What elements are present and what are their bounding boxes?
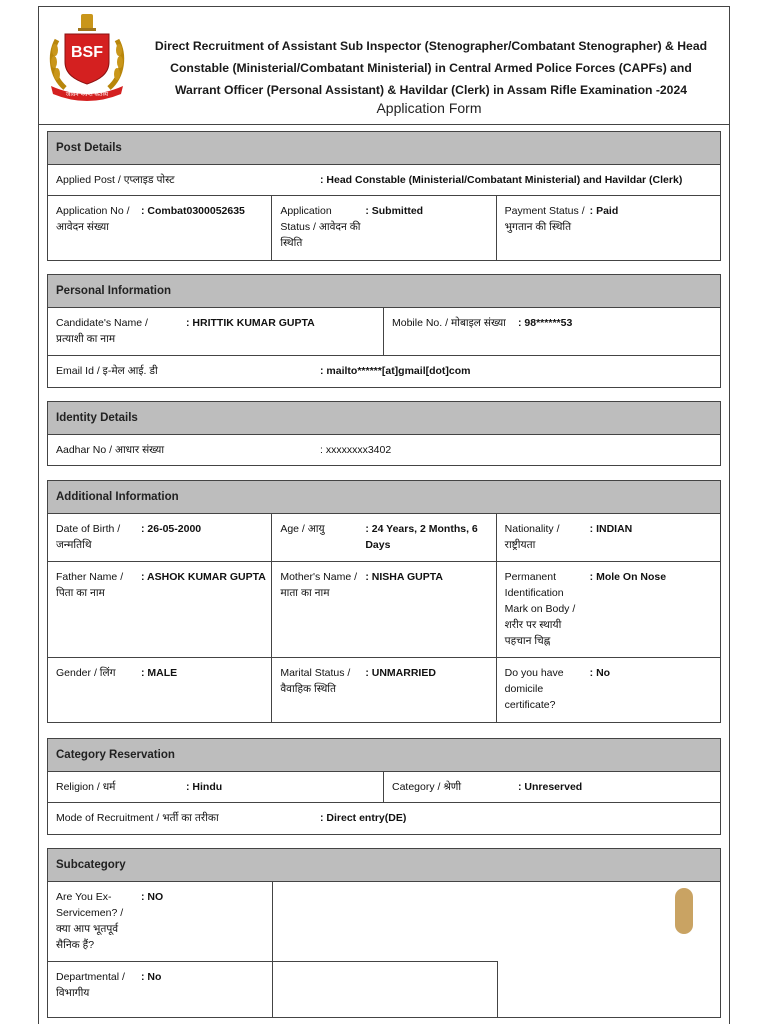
application-form: [38, 6, 730, 1024]
identification-mark-label: Permanent Identification Mark on Body / शरीर पर स्थायी पहचान चिह्न: [504, 571, 576, 647]
applied-post-cell: [48, 165, 720, 195]
applied-post-label: Applied Post / एप्लाइड पोस्ट: [56, 174, 175, 186]
section-heading: Post Details: [48, 132, 720, 165]
age-value: : 24 Years, 2 Months, 6 Days: [365, 523, 478, 551]
form-subtitle: Application Form: [376, 100, 482, 116]
mobile-label: Mobile No. / मोबाइल संख्या: [392, 317, 506, 329]
identification-mark-value: : Mole On Nose: [589, 571, 667, 583]
application-status-cell: [272, 196, 496, 260]
table-row: [48, 435, 720, 465]
ex-servicemen-cell: [48, 882, 273, 962]
dob-cell: [48, 514, 272, 561]
mother-name-value: : NISHA GUPTA: [365, 571, 443, 583]
marital-status-label: Marital Status / वैवाहिक स्थिति: [280, 667, 351, 695]
table-row: [48, 658, 720, 722]
post-details-section: [47, 131, 721, 261]
category-value: : Unreserved: [518, 781, 583, 793]
application-no-label: Application No / आवेदन संख्या: [56, 205, 130, 233]
domicile-value: : No: [589, 667, 611, 679]
application-status-label: Application Status / आवेदन की स्थिति: [280, 205, 361, 249]
table-row: [48, 562, 720, 658]
candidate-name-label: Candidate's Name / प्रत्याशी का नाम: [56, 317, 148, 345]
nationality-cell: [497, 514, 720, 561]
bsf-logo: [43, 10, 131, 102]
identity-details-section: [47, 401, 721, 466]
category-cell: [384, 772, 720, 802]
father-name-cell: [48, 562, 272, 657]
gender-value: : MALE: [141, 667, 178, 679]
subcategory-section: [47, 848, 721, 1018]
aadhar-cell: [48, 435, 720, 465]
section-heading: Personal Information: [48, 275, 720, 308]
table-row: [48, 308, 720, 356]
application-status-value: : Submitted: [365, 205, 424, 217]
table-row: [48, 514, 720, 562]
subcategory-body: [48, 882, 720, 1018]
additional-information-section: [47, 480, 721, 723]
dob-label: Date of Birth / जन्मतिथि: [56, 523, 121, 551]
departmental-cell: [48, 962, 273, 1018]
application-no-cell: [48, 196, 272, 260]
section-heading: Additional Information: [48, 481, 720, 514]
personal-information-section: [47, 274, 721, 388]
application-no-value: : Combat0300052635: [141, 205, 245, 217]
payment-status-label: Payment Status / भुगतान की स्थिति: [504, 205, 585, 233]
domicile-label: Do you have domicile certificate?: [504, 667, 564, 711]
marital-status-cell: [272, 658, 496, 722]
religion-cell: [48, 772, 384, 802]
table-row: [48, 356, 720, 387]
svg-text:जीवन पर्यन्त कर्तव्य: जीवन पर्यन्त कर्तव्य: [65, 91, 109, 98]
departmental-label: Departmental / विभागीय: [56, 971, 125, 999]
mobile-value: : 98******53: [518, 317, 573, 329]
candidate-name-value: : HRITTIK KUMAR GUPTA: [186, 317, 315, 329]
table-row: [48, 196, 720, 260]
mother-name-cell: [272, 562, 496, 657]
marital-status-value: : UNMARRIED: [365, 667, 436, 679]
table-row: [48, 772, 720, 803]
father-name-label: Father Name / पिता का नाम: [56, 571, 124, 599]
email-cell: [48, 356, 720, 387]
payment-status-cell: [497, 196, 720, 260]
applied-post-value: : Head Constable (Ministerial/Combatant Ministerial) and Havildar (Clerk): [320, 174, 683, 186]
age-label: Age / आयु: [280, 523, 325, 535]
gender-label: Gender / लिंग: [56, 667, 116, 679]
religion-value: : Hindu: [186, 781, 223, 793]
mobile-cell: [384, 308, 720, 355]
email-label: Email Id / इ-मेल आई. डी: [56, 365, 158, 377]
category-reservation-section: [47, 738, 721, 835]
recruitment-mode-cell: [48, 803, 720, 834]
table-row: [48, 803, 720, 834]
logo-text: BSF: [71, 44, 103, 61]
section-heading: Category Reservation: [48, 739, 720, 772]
aadhar-label: Aadhar No / आधार संख्या: [56, 444, 165, 456]
table-row: [48, 165, 720, 196]
mother-name-label: Mother's Name / माता का नाम: [280, 571, 358, 599]
identification-mark-cell: [497, 562, 720, 657]
nationality-label: Nationality / राष्ट्रीयता: [504, 523, 560, 551]
payment-status-value: : Paid: [589, 205, 619, 217]
departmental-value: : No: [141, 971, 162, 983]
father-name-value: : ASHOK KUMAR GUPTA: [141, 571, 266, 583]
recruitment-mode-value: : Direct entry(DE): [320, 812, 407, 824]
candidate-name-cell: [48, 308, 384, 355]
email-value: : mailto******[at]gmail[dot]com: [320, 365, 471, 377]
scrollbar-thumb[interactable]: [675, 888, 693, 934]
nationality-value: : INDIAN: [589, 523, 633, 535]
domicile-cell: [497, 658, 720, 722]
exam-title: Direct Recruitment of Assistant Sub Inspector (Stenographer/Combatant Stenographer) & Head Constable (Ministerial/Combatant Ministerial) in Central Armed Police Forces (CAPFs) and Warrant Officer (Personal Assistant) & Havildar (Clerk) in Assam Rifle Examination -2024: [154, 39, 708, 97]
category-label: Category / श्रेणी: [392, 781, 462, 793]
section-heading: Identity Details: [48, 402, 720, 435]
gender-cell: [48, 658, 272, 722]
empty-cell: [273, 961, 498, 1018]
religion-label: Religion / धर्म: [56, 781, 116, 793]
age-cell: [272, 514, 496, 561]
dob-value: : 26-05-2000: [141, 523, 202, 535]
recruitment-mode-label: Mode of Recruitment / भर्ती का तरीका: [56, 812, 219, 824]
ex-servicemen-value: : NO: [141, 891, 164, 903]
ex-servicemen-label: Are You Ex-Servicemen? / क्या आप भूतपूर्व सैनिक हैं?: [56, 891, 124, 951]
aadhar-value: : xxxxxxxx3402: [320, 444, 392, 456]
section-heading: Subcategory: [48, 849, 720, 882]
